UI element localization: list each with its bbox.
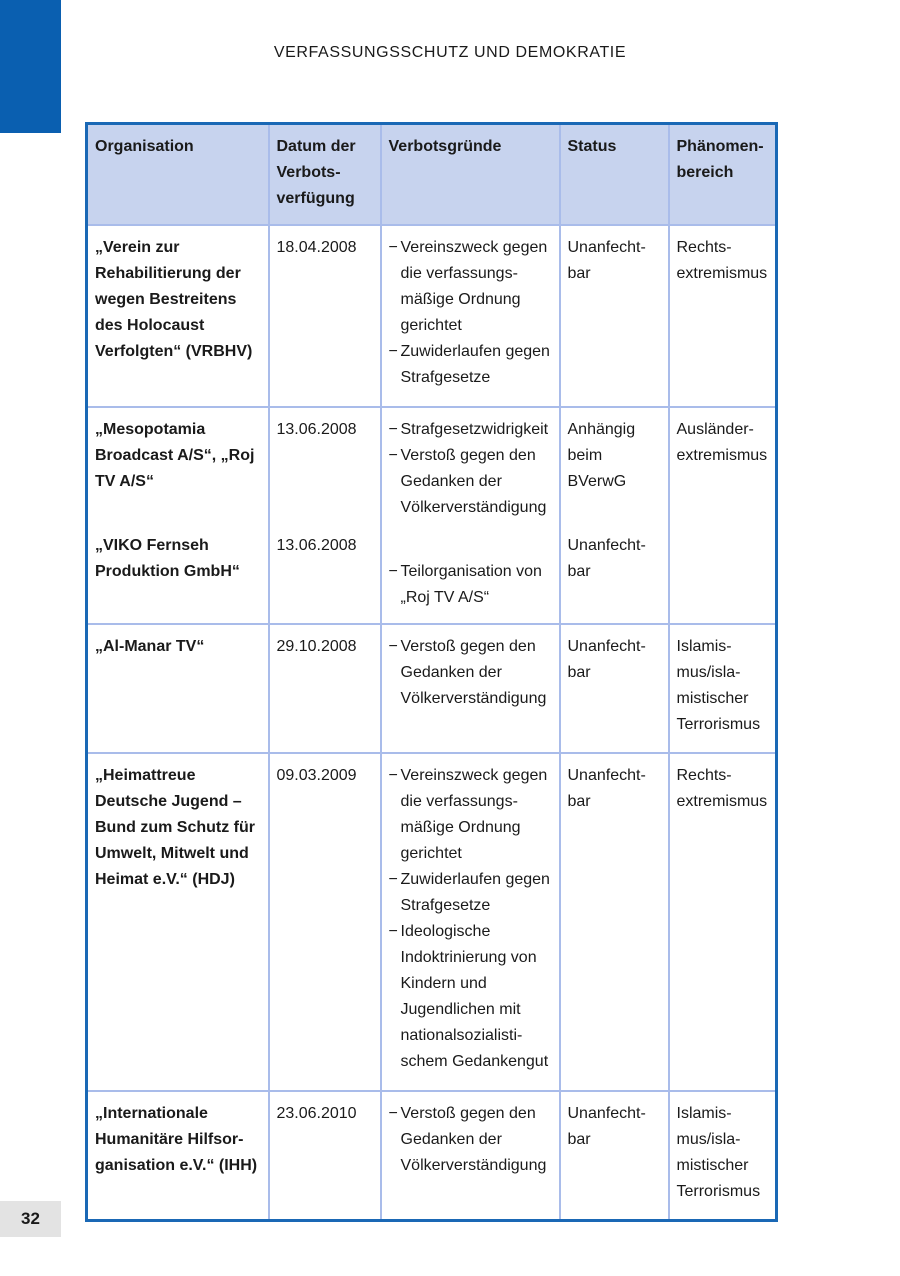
reason-item: − Vereinszweck gegen die verfassungs-mäßige Ordnung gerichtet: [389, 763, 552, 867]
status-cell: Unanfecht-bar: [560, 225, 669, 407]
date-cell: 29.10.2008: [269, 624, 381, 753]
status-cell: Unanfecht-bar: [560, 1091, 669, 1220]
status-entry: Unanfecht-bar: [567, 537, 646, 580]
page-number: 32: [0, 1201, 61, 1237]
header-area: Phänomen-bereich: [669, 124, 777, 226]
date-cell: 23.06.2010: [269, 1091, 381, 1220]
header-reasons: Verbotsgründe: [381, 124, 560, 226]
reason-item: − Verstoß gegen den Gedanken der Völkerverständigung: [389, 443, 552, 521]
org-cell: „Heimattreue Deutsche Jugend – Bund zum Schutz für Umwelt, Mitwelt und Heimat e.V.“ (HDJ): [87, 753, 269, 1091]
blue-corner-tab: [0, 0, 61, 133]
date-entry: 13.06.2008: [276, 421, 357, 438]
header-status: Status: [560, 124, 669, 226]
table-row: [87, 1091, 777, 1220]
table-row: [87, 753, 777, 1091]
reason-item: − Zuwiderlaufen gegen Strafgesetze: [389, 339, 552, 391]
reasons-cell: [381, 225, 560, 407]
reason-item: − Ideologische Indoktrinierung von Kindern und Jugendlichen mit nationalsozialisti-schem Gedankengut: [389, 919, 552, 1075]
org-entry: „Mesopotamia Broadcast A/S“, „Roj TV A/S“: [95, 421, 255, 490]
header-row: [87, 124, 777, 226]
area-cell: Islamis-mus/isla-mistischer Terrorismus: [669, 1091, 777, 1220]
ban-table: [85, 122, 778, 1222]
org-cell: „Internationale Humanitäre Hilfsor-ganisation e.V.“ (IHH): [87, 1091, 269, 1220]
reasons-cell: [381, 1091, 560, 1220]
table-row: [87, 225, 777, 407]
status-cell: Unanfecht-bar: [560, 753, 669, 1091]
reason-item: − Verstoß gegen den Gedanken der Völkerverständigung: [389, 1101, 552, 1179]
org-cell: „Verein zur Rehabilitierung der wegen Bestreitens des Holocaust Verfolgten“ (VRBHV): [87, 225, 269, 407]
status-cell: [560, 407, 669, 624]
reasons-cell: [381, 624, 560, 753]
area-cell: Rechts-extremismus: [669, 753, 777, 1091]
reason-item: − Zuwiderlaufen gegen Strafgesetze: [389, 867, 552, 919]
date-cell: 09.03.2009: [269, 753, 381, 1091]
org-cell: „Al-Manar TV“: [87, 624, 269, 753]
table-row: [87, 407, 777, 624]
status-entry: Anhängig beim BVerwG: [567, 421, 636, 490]
reason-item: − Strafgesetzwidrigkeit: [389, 417, 552, 443]
reasons-cell: [381, 753, 560, 1091]
page-header: VERFASSUNGSSCHUTZ UND DEMOKRATIE: [273, 44, 627, 61]
reasons-entry: [382, 408, 559, 533]
reason-item: − Vereinszweck gegen die verfassungs-mäßige Ordnung gerichtet: [389, 235, 552, 339]
reasons-entry: [382, 533, 559, 623]
reason-item: − Verstoß gegen den Gedanken der Völkerverständigung: [389, 634, 552, 712]
area-cell: Ausländer-extremismus: [669, 407, 777, 624]
org-entry: „VIKO Fernseh Produktion GmbH“: [95, 537, 240, 580]
org-cell: [87, 407, 269, 624]
header-organisation: Organisation: [87, 124, 269, 226]
reason-item: − Teilorganisation von „Roj TV A/S“: [389, 559, 552, 611]
reasons-cell: [381, 407, 560, 624]
area-cell: Islamis-mus/isla-mistischer Terrorismus: [669, 624, 777, 753]
area-cell: Rechts-extremismus: [669, 225, 777, 407]
date-cell: 18.04.2008: [269, 225, 381, 407]
status-cell: Unanfecht-bar: [560, 624, 669, 753]
header-date: Datum der Verbots-verfügung: [269, 124, 381, 226]
date-entry: 13.06.2008: [276, 537, 357, 554]
table-row: [87, 624, 777, 753]
date-cell: [269, 407, 381, 624]
